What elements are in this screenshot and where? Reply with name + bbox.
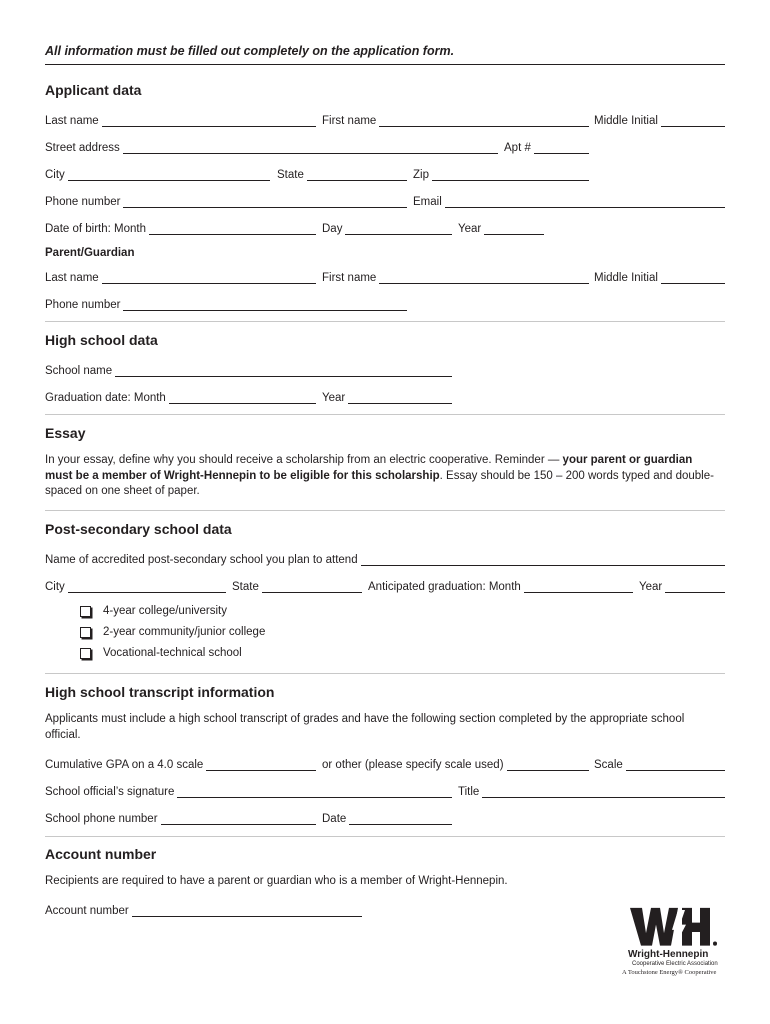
logo-name: Wright-Hennepin bbox=[628, 949, 709, 960]
school-phone-row bbox=[45, 809, 725, 825]
account-heading: Account number bbox=[45, 846, 157, 862]
anticipated-year-field[interactable] bbox=[639, 577, 725, 593]
instructions-banner: All information must be filled out completely on the application form. bbox=[45, 44, 725, 65]
ps-city-field[interactable] bbox=[45, 577, 226, 593]
guardian-last-name-field[interactable] bbox=[45, 268, 316, 284]
school-name-field[interactable] bbox=[45, 361, 452, 377]
last-name-label: Last name bbox=[45, 115, 99, 127]
city-row bbox=[45, 165, 725, 181]
other-scale-label: or other (please specify scale used) bbox=[322, 759, 504, 771]
phone-label: Phone number bbox=[45, 196, 121, 208]
essay-bold-text: your parent or guardian must be a member of Wright-Hennepin to be eligible for this scholarship bbox=[45, 454, 693, 482]
school-name-row bbox=[45, 361, 725, 377]
guardian-phone-row bbox=[45, 295, 725, 311]
gpa-row bbox=[45, 755, 725, 771]
graduation-year-label: Year bbox=[322, 392, 346, 404]
post-secondary-school-row bbox=[45, 550, 725, 566]
option-2-year[interactable] bbox=[80, 626, 265, 638]
divider bbox=[45, 673, 725, 674]
wright-hennepin-logo bbox=[622, 905, 727, 983]
divider bbox=[45, 414, 725, 415]
high-school-heading: High school data bbox=[45, 332, 158, 348]
option-4-year[interactable] bbox=[80, 605, 227, 617]
post-secondary-school-label: Name of accredited post-secondary school you plan to attend bbox=[45, 554, 358, 566]
signature-row bbox=[45, 782, 725, 798]
dob-year-field[interactable] bbox=[458, 219, 544, 235]
title-label: Title bbox=[458, 786, 480, 798]
guardian-first-name-label: First name bbox=[322, 272, 377, 284]
graduation-row bbox=[45, 388, 725, 404]
state-label: State bbox=[277, 169, 304, 181]
scale-field[interactable] bbox=[594, 755, 725, 771]
divider bbox=[45, 836, 725, 837]
graduation-month-field[interactable] bbox=[45, 388, 316, 404]
dob-month-field[interactable] bbox=[45, 219, 316, 235]
dob-row bbox=[45, 219, 725, 235]
email-label: Email bbox=[413, 196, 442, 208]
transcript-instructions: Applicants must include a high school transcript of grades and have the following section completed by the appropriate school official. bbox=[45, 713, 685, 741]
apt-label: Apt # bbox=[504, 142, 531, 154]
city-label: City bbox=[45, 169, 65, 181]
city-field[interactable] bbox=[45, 165, 270, 181]
dob-day-label: Day bbox=[322, 223, 343, 235]
lightning-wh-icon bbox=[628, 904, 720, 950]
anticipated-month-label: Anticipated graduation: Month bbox=[368, 581, 521, 593]
essay-instructions bbox=[45, 453, 720, 500]
state-field[interactable] bbox=[277, 165, 407, 181]
applicant-name-row bbox=[45, 111, 725, 127]
middle-initial-field[interactable] bbox=[594, 111, 725, 127]
scale-label: Scale bbox=[594, 759, 623, 771]
apt-field[interactable] bbox=[504, 138, 589, 154]
post-secondary-location-row bbox=[45, 577, 725, 593]
guardian-last-name-label: Last name bbox=[45, 272, 99, 284]
guardian-subheading: Parent/Guardian bbox=[45, 247, 135, 259]
contact-row bbox=[45, 192, 725, 208]
logo-tagline: A Touchstone Energy® Cooperative bbox=[622, 969, 717, 976]
signature-label: School official’s signature bbox=[45, 786, 175, 798]
dob-year-label: Year bbox=[458, 223, 482, 235]
gpa-field[interactable] bbox=[45, 755, 316, 771]
street-address-field[interactable] bbox=[45, 138, 498, 154]
applicant-heading: Applicant data bbox=[45, 82, 142, 98]
first-name-label: First name bbox=[322, 115, 377, 127]
checkbox[interactable] bbox=[80, 648, 91, 659]
guardian-first-name-field[interactable] bbox=[322, 268, 589, 284]
dob-day-field[interactable] bbox=[322, 219, 452, 235]
date-label: Date bbox=[322, 813, 347, 825]
option-label: 2-year community/junior college bbox=[103, 626, 266, 638]
post-secondary-heading: Post-secondary school data bbox=[45, 521, 232, 537]
ps-state-label: State bbox=[232, 581, 259, 593]
first-name-field[interactable] bbox=[322, 111, 589, 127]
logo-subtitle: Cooperative Electric Association bbox=[632, 961, 718, 967]
street-address-label: Street address bbox=[45, 142, 120, 154]
option-vocational[interactable] bbox=[80, 647, 242, 659]
account-number-label: Account number bbox=[45, 905, 129, 917]
title-field[interactable] bbox=[458, 782, 725, 798]
divider bbox=[45, 510, 725, 511]
transcript-heading: High school transcript information bbox=[45, 684, 275, 700]
zip-field[interactable] bbox=[413, 165, 589, 181]
option-label: 4-year college/university bbox=[103, 605, 228, 617]
guardian-middle-initial-field[interactable] bbox=[594, 268, 725, 284]
address-row bbox=[45, 138, 725, 154]
gpa-label: Cumulative GPA on a 4.0 scale bbox=[45, 759, 204, 771]
school-name-label: School name bbox=[45, 365, 113, 377]
other-scale-field[interactable] bbox=[322, 755, 589, 771]
account-instructions: Recipients are required to have a parent or guardian who is a member of Wright-Hennepin. bbox=[45, 875, 508, 887]
essay-text-1: In your essay, define why you should receive a scholarship from an electric cooperative. Reminder — bbox=[45, 454, 563, 466]
email-field[interactable] bbox=[413, 192, 725, 208]
essay-heading: Essay bbox=[45, 425, 86, 441]
graduation-month-label: Graduation date: Month bbox=[45, 392, 166, 404]
anticipated-month-field[interactable] bbox=[368, 577, 633, 593]
account-number-field[interactable] bbox=[45, 901, 362, 917]
guardian-phone-label: Phone number bbox=[45, 299, 121, 311]
graduation-year-field[interactable] bbox=[322, 388, 452, 404]
zip-label: Zip bbox=[413, 169, 429, 181]
anticipated-year-label: Year bbox=[639, 581, 663, 593]
guardian-name-row bbox=[45, 268, 725, 284]
last-name-field[interactable] bbox=[45, 111, 316, 127]
ps-city-label: City bbox=[45, 581, 65, 593]
essay-text-2: . Essay should be 150 – 200 words typed and double-spaced on one sheet of paper. bbox=[45, 469, 714, 497]
dob-month-label: Date of birth: Month bbox=[45, 223, 146, 235]
divider bbox=[45, 321, 725, 322]
ps-state-field[interactable] bbox=[232, 577, 362, 593]
post-secondary-school-field[interactable] bbox=[45, 550, 725, 566]
middle-initial-label: Middle Initial bbox=[594, 115, 658, 127]
option-label: Vocational-technical school bbox=[103, 647, 242, 659]
signature-field[interactable] bbox=[45, 782, 452, 798]
phone-field[interactable] bbox=[45, 192, 407, 208]
checkbox[interactable] bbox=[80, 606, 91, 617]
school-phone-label: School phone number bbox=[45, 813, 158, 825]
checkbox[interactable] bbox=[80, 627, 91, 638]
school-phone-field[interactable] bbox=[45, 809, 316, 825]
date-field[interactable] bbox=[322, 809, 452, 825]
guardian-middle-initial-label: Middle Initial bbox=[594, 272, 658, 284]
guardian-phone-field[interactable] bbox=[45, 295, 407, 311]
